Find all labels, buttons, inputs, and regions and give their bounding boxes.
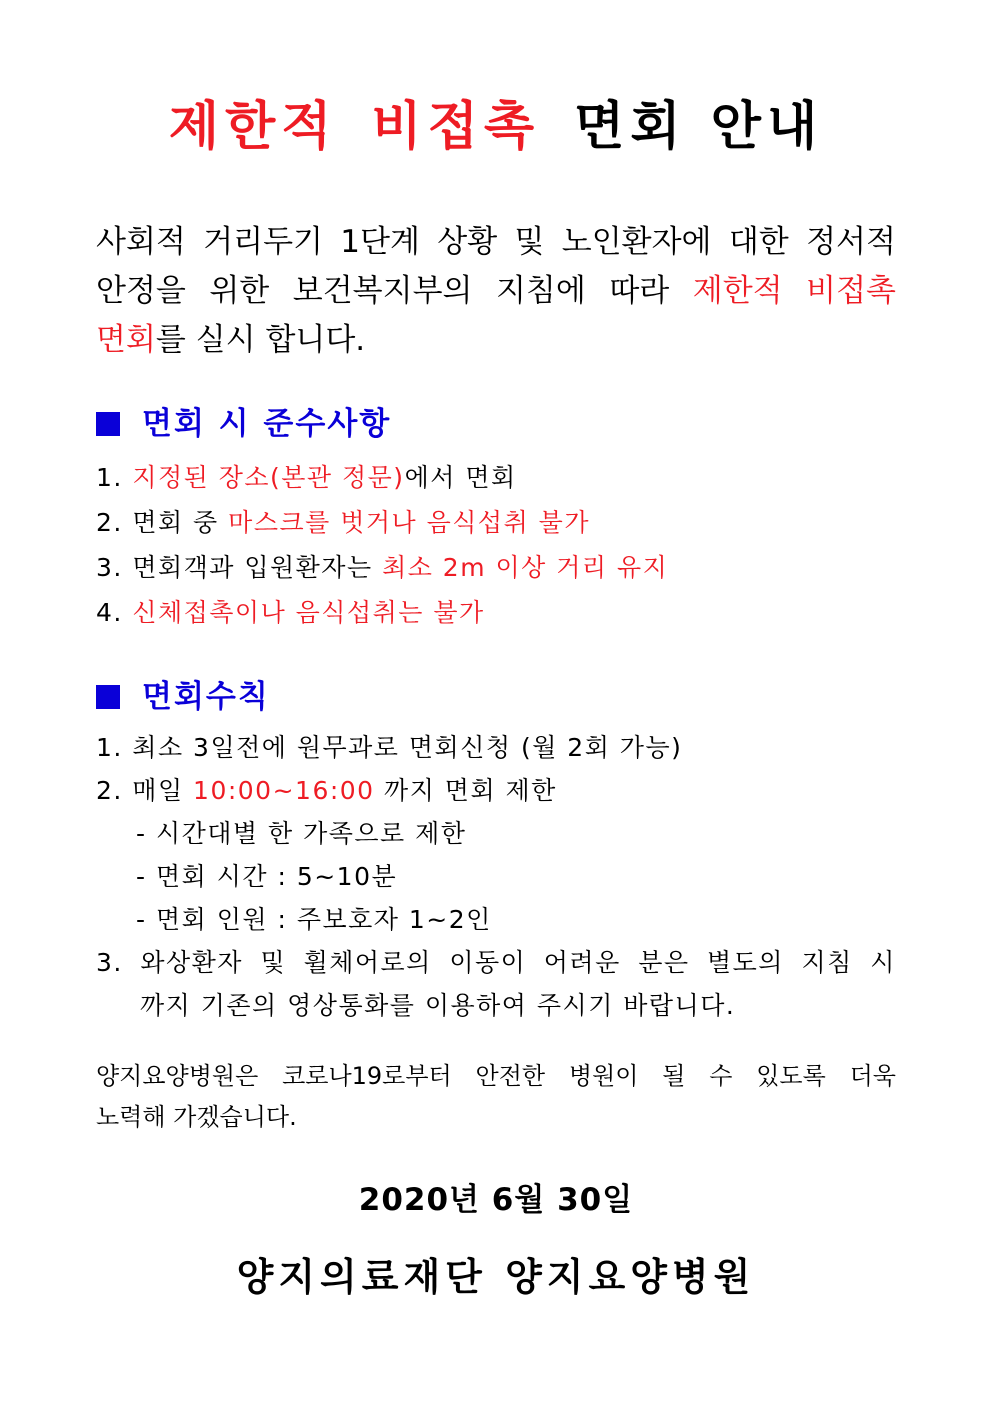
intro-word: 노인환자에: [561, 224, 712, 260]
item-text: 2. 매일: [96, 776, 194, 805]
intro-word: 대한: [728, 224, 789, 260]
closing-word: 코로나19로부터: [282, 1062, 452, 1090]
closing-word: 있도록: [756, 1062, 826, 1090]
item-text: 면회 중: [132, 508, 229, 537]
list-item: [96, 455, 668, 500]
intro-word: 거리두기: [203, 224, 323, 260]
item-highlight: 신체접촉이나 음식섭취는 불가: [132, 598, 485, 627]
item-highlight: 지정된 장소(본관 정문): [132, 463, 405, 492]
intro-word: 1단계: [340, 224, 420, 260]
organization-name: 양지의료재단 양지요양병원: [236, 1255, 756, 1299]
item-number: 3.: [96, 553, 123, 582]
title-red-part2: 비접촉: [371, 97, 541, 157]
list-item: [96, 941, 896, 984]
closing-word: 안전한: [475, 1062, 546, 1090]
item-text: 에서 면회: [404, 463, 517, 492]
intro-line-2: [96, 267, 896, 316]
intro-word-highlight: 비접촉: [806, 273, 896, 309]
title-black-part: 면회 안내: [574, 97, 824, 157]
section-heading-text: 면회수칙: [142, 679, 270, 715]
item-word: 지침: [801, 948, 853, 977]
rules-list: [96, 455, 668, 635]
list-item: [96, 545, 668, 590]
sub-item: - 면회 인원 : 주보호자 1~2인: [136, 905, 492, 934]
intro-word: 따라: [609, 273, 670, 309]
intro-line-1: [96, 218, 896, 267]
square-bullet-icon: [96, 412, 120, 436]
item-highlight: 마스크를 벗거나 음식섭취 불가: [228, 508, 590, 537]
section-heading-text: 면회 시 준수사항: [142, 406, 392, 442]
intro-word: 안정을: [96, 273, 186, 309]
intro-paragraph: [96, 218, 896, 365]
intro-word: 지침에: [495, 273, 586, 309]
intro-word: 및: [514, 224, 545, 260]
closing-word: 수: [709, 1062, 733, 1090]
intro-word: 사회적: [96, 224, 186, 260]
item-word: 어려운: [543, 948, 621, 977]
square-bullet-icon: [96, 685, 120, 709]
item-word: 분은: [638, 948, 690, 977]
item-number: 1.: [96, 463, 123, 492]
intro-word-highlight: 면회: [96, 322, 156, 358]
list-item: [96, 769, 896, 812]
item-highlight: 최소 2m 이상 거리 유지: [382, 553, 669, 582]
intro-word: 보건복지부의: [292, 273, 473, 309]
intro-word: 정서적: [806, 224, 896, 260]
list-item: [96, 500, 668, 545]
list-item: [96, 590, 668, 635]
item-highlight-time: 10:00~16:00: [193, 776, 375, 805]
intro-line-3-text: 를 실시 합니다.: [155, 322, 366, 358]
closing-word: 병원이: [568, 1062, 639, 1090]
item-word: 및: [260, 948, 287, 977]
item-word: 와상환자: [140, 948, 243, 977]
sub-item: - 시간대별 한 가족으로 제한: [136, 819, 467, 848]
list-item-continuation: 까지 기존의 영상통화를 이용하여 주시기 바랍니다.: [140, 991, 736, 1020]
item-number: 4.: [96, 598, 123, 627]
item-word: 3.: [96, 948, 123, 977]
intro-line-3: [96, 316, 896, 365]
page-title: [0, 92, 992, 162]
item-word: 이동이: [449, 948, 527, 977]
notice-date: 2020년 6월 30일: [358, 1182, 634, 1218]
intro-word: 위한: [209, 273, 270, 309]
closing-paragraph: [96, 1056, 896, 1138]
intro-word: 상황: [437, 224, 498, 260]
closing-line-1: [96, 1056, 896, 1097]
closing-word: 될: [662, 1062, 686, 1090]
section-heading-rules: [96, 402, 391, 446]
intro-word-highlight: 제한적: [692, 273, 783, 309]
closing-word: 더욱: [849, 1062, 896, 1090]
list-item: 1. 최소 3일전에 원무과로 면회신청 (월 2회 가능): [96, 733, 683, 762]
section-heading-visit-rules: [96, 675, 270, 719]
item-number: 2.: [96, 508, 123, 537]
item-word: 별도의: [707, 948, 784, 977]
item-text: 면회객과 입원환자는: [132, 553, 383, 582]
sub-item: - 면회 시간 : 5~10분: [136, 862, 398, 891]
item-word: 휠체어로의: [303, 948, 432, 977]
title-red-part1: 제한적: [168, 97, 338, 157]
closing-line-2: 노력해 가겠습니다.: [96, 1103, 297, 1131]
item-word: 시: [870, 948, 896, 977]
visit-rules-list: [96, 726, 896, 1027]
closing-word: 양지요양병원은: [96, 1062, 259, 1090]
item-text: 까지 면회 제한: [374, 776, 557, 805]
